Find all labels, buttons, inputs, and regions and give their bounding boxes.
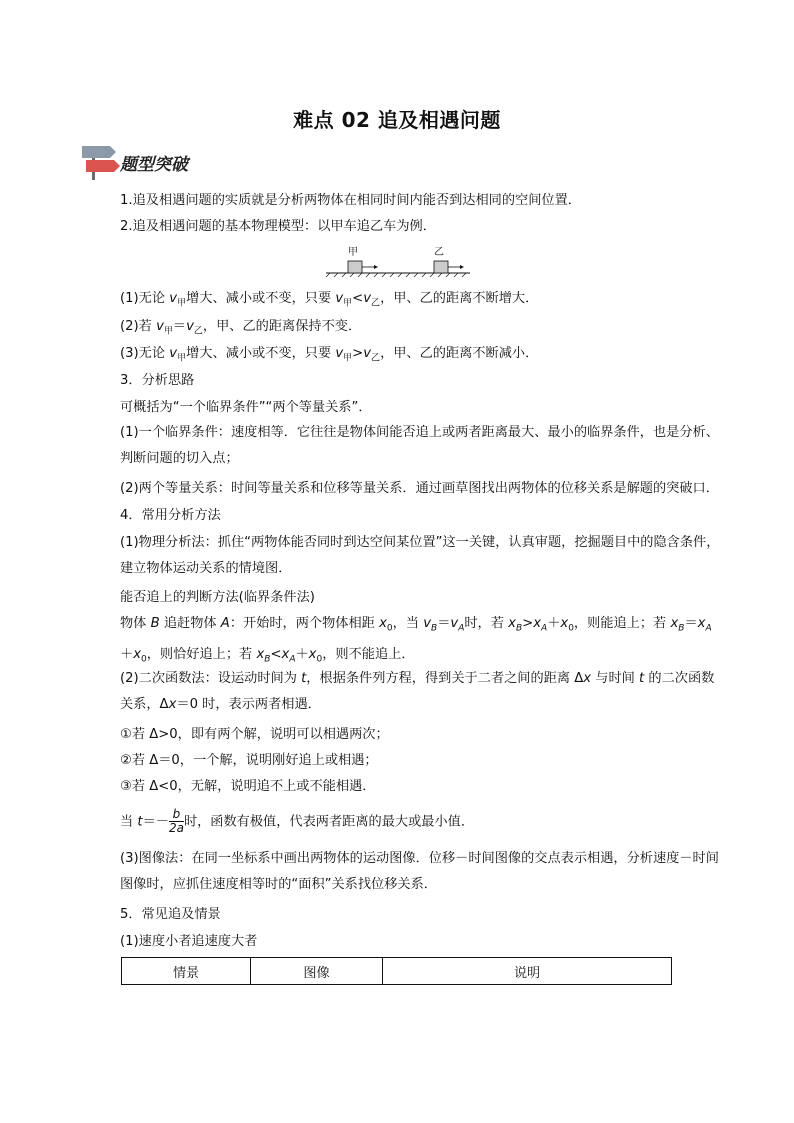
section-4-criterion-title: 能否追上的判断方法(临界条件法) [120, 590, 315, 605]
section-4-heading: 4．常用分析方法 [120, 508, 221, 523]
paragraph-2: 2.追及相遇问题的基本物理模型：以甲车追乙车为例． [120, 219, 436, 234]
section-5-heading: 5．常见追及情景 [120, 907, 221, 922]
section-3-heading: 3．分析思路 [120, 373, 195, 388]
section-4-method-1: (1)物理分析法：抓住“两物体能否同时到达空间某位置”这一关键，认真审题，挖掘题目中的隐含条件，建立物体运动关系的情境图． [120, 535, 720, 576]
car-diagram [320, 243, 490, 279]
car-yi-label: 乙 [434, 247, 444, 258]
case-1: (1)无论 $v_甲$增大、减小或不变，只要 $v_甲<v_乙$，甲、乙的距离不断增大． [120, 291, 539, 309]
paragraph-1: 1.追及相遇问题的实质就是分析两物体在相同时间内能否到达相同的空间位置． [120, 193, 581, 208]
section-3-intro: 可概括为“一个临界条件”“两个等量关系”． [120, 400, 372, 415]
case-3: (3)无论 $v_甲$增大、减小或不变，只要 $v_甲>v_乙$，甲、乙的距离不断减小． [120, 346, 539, 364]
section-4-method-2: (2)二次函数法：设运动时间为 t，根据条件列方程，得到关于二者之间的距离 Δx 与时间 t 的二次函数关系，Δx＝0 时，表示两者相遇． [120, 671, 715, 712]
section-4-case-c: ③若 Δ<0，无解，说明追不上或不能相遇． [120, 779, 376, 794]
case-2: (2)若 $v_甲=v_乙$，甲、乙的距离保持不变． [120, 319, 362, 337]
section-4-method-3: (3)图像法：在同一坐标系中画出两物体的运动图像．位移－时间图像的交点表示相遇，分析速度－时间图像时，应抓住速度相等时的“面积”关系找位移关系． [120, 851, 719, 892]
table-header-cell: 图像 [251, 958, 383, 985]
section-3-point-2: (2)两个等量关系：时间等量关系和位移等量关系．通过画草图找出两物体的位移关系是解题的突破口． [120, 481, 719, 496]
section-3-point-1: (1)一个临界条件：速度相等．它往往是物体间能否追上或两者距离最大、最小的临界条件，也是分析、判断问题的切入点； [120, 425, 719, 466]
table-header-cell: 说明 [383, 958, 672, 985]
table-header-cell: 情景 [122, 958, 251, 985]
fraction: $\frac{b}{2a}$ [168, 807, 184, 835]
section-5-sub-1: (1)速度小者追速度大者 [120, 934, 258, 949]
section-badge-label: 题型突破 [120, 155, 188, 175]
section-4-extremum: 当 t＝－ $\frac{b}{2a}$ 时，函数有极值，代表两者距离的最大或最小值． [120, 807, 475, 835]
section-badge [80, 142, 230, 182]
section-4-case-b: ②若 Δ＝0，一个解，说明刚好追上或相遇； [120, 753, 378, 768]
car-jia-label: 甲 [348, 247, 358, 258]
table-header-row [122, 958, 672, 985]
scenario-table [121, 957, 672, 985]
page-title: 难点 02 追及相遇问题 [293, 108, 501, 132]
section-4-case-a: ①若 Δ>0，即有两个解，说明可以相遇两次； [120, 727, 389, 742]
section-4-criterion-text: 物体 B 追赶物体 A：开始时，两个物体相距 $x_0$，当 $v_B=v_A$时，若 $x_B>x_A+x_0$，则能追上；若 $x_B=x_A+x_0$，则恰好追上；若 $x_B<x_A+x_0$，则不能追上． [120, 616, 712, 665]
